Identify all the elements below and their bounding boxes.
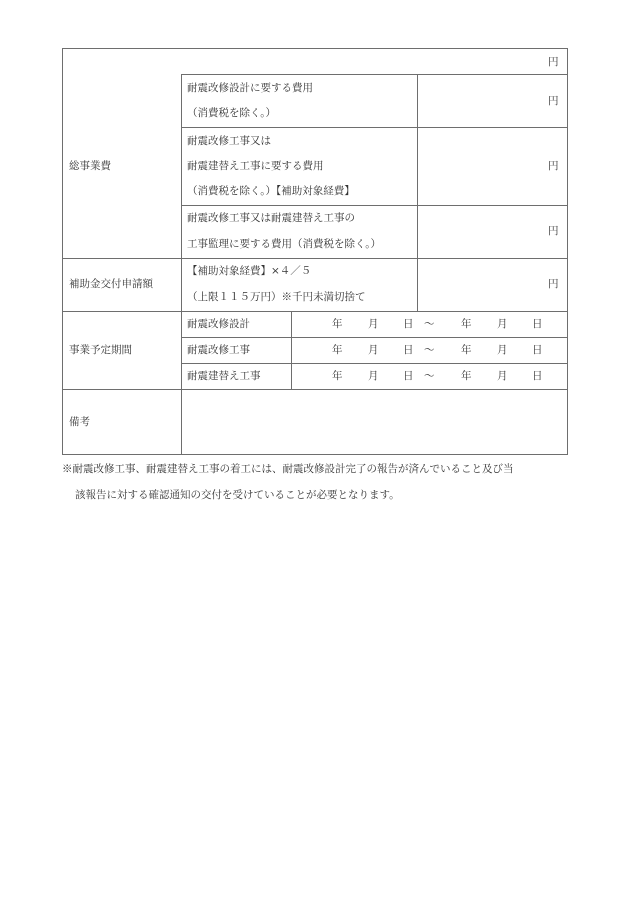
supervision-cost-amount-input[interactable]: 円 (548, 225, 559, 237)
remarks-label: 備考 (69, 416, 90, 428)
subsidy-formula-line2: （上限１１５万円）※千円未満切捨て (187, 291, 366, 303)
total-cost-label: 総事業費 (69, 160, 111, 172)
schedule-retrofit-start-month[interactable]: 月 (368, 344, 379, 356)
schedule-rebuild-start-month[interactable]: 月 (368, 370, 379, 382)
schedule-retrofit-start-day[interactable]: 日 (403, 344, 414, 356)
divider-value-col (417, 74, 418, 311)
schedule-design-separator: ～ (424, 318, 435, 330)
schedule-design-end-year[interactable]: 年 (461, 318, 472, 330)
schedule-rebuild-separator: ～ (424, 370, 435, 382)
schedule-design-start-month[interactable]: 月 (368, 318, 379, 330)
total-cost-amount-input[interactable]: 円 (548, 56, 559, 68)
construction-cost-label-line3: （消費税を除く。）【補助対象経費】 (187, 185, 355, 197)
schedule-design-end-day[interactable]: 日 (532, 318, 543, 330)
construction-cost-label-line2: 耐震建替え工事に要する費用 (187, 160, 324, 172)
construction-cost-amount-input[interactable]: 円 (548, 160, 559, 172)
design-cost-label-line2: （消費税を除く。） (187, 107, 277, 119)
design-cost-label-line1: 耐震改修設計に要する費用 (187, 82, 313, 94)
schedule-rebuild-start-year[interactable]: 年 (332, 370, 343, 382)
schedule-retrofit-label: 耐震改修工事 (187, 344, 250, 356)
schedule-rebuild-end-month[interactable]: 月 (497, 370, 508, 382)
schedule-design-end-month[interactable]: 月 (497, 318, 508, 330)
table-border-bottom (62, 454, 568, 455)
table-border-right (567, 48, 568, 455)
schedule-label: 事業予定期間 (69, 344, 132, 356)
supervision-cost-label-line1: 耐震改修工事又は耐震建替え工事の (187, 212, 355, 224)
row-divider-3 (181, 205, 568, 206)
schedule-rebuild-start-day[interactable]: 日 (403, 370, 414, 382)
row-divider-7 (181, 363, 568, 364)
schedule-retrofit-end-day[interactable]: 日 (532, 344, 543, 356)
schedule-rebuild-end-year[interactable]: 年 (461, 370, 472, 382)
schedule-design-label: 耐震改修設計 (187, 318, 250, 330)
row-divider-1 (181, 74, 568, 75)
row-divider-2 (181, 127, 568, 128)
supervision-cost-label-line2: 工事監理に要する費用（消費税を除く。） (187, 238, 382, 250)
footnote-line2: 該報告に対する確認通知の交付を受けていることが必要となります。 (75, 489, 400, 501)
footnote-line1: ※耐震改修工事、耐震建替え工事の着工には、耐震改修設計完了の報告が済んでいること及び当 (62, 463, 514, 475)
design-cost-amount-input[interactable]: 円 (548, 95, 559, 107)
subsidy-formula-line1: 【補助対象経費】×４／５ (187, 265, 312, 277)
row-divider-6 (181, 337, 568, 338)
schedule-retrofit-separator: ～ (424, 344, 435, 356)
schedule-rebuild-end-day[interactable]: 日 (532, 370, 543, 382)
schedule-retrofit-end-year[interactable]: 年 (461, 344, 472, 356)
subsidy-label: 補助金交付申請額 (69, 278, 153, 290)
schedule-rebuild-label: 耐震建替え工事 (187, 370, 261, 382)
construction-cost-label-line1: 耐震改修工事又は (187, 135, 271, 147)
table-border-top (62, 48, 568, 49)
divider-label-col-a (181, 74, 182, 258)
table-border-left (62, 48, 63, 455)
schedule-retrofit-end-month[interactable]: 月 (497, 344, 508, 356)
divider-schedule-col (291, 311, 292, 389)
remarks-field[interactable] (182, 390, 567, 454)
schedule-retrofit-start-year[interactable]: 年 (332, 344, 343, 356)
schedule-design-start-year[interactable]: 年 (332, 318, 343, 330)
row-divider-5 (62, 311, 568, 312)
schedule-design-start-day[interactable]: 日 (403, 318, 414, 330)
row-divider-4 (62, 258, 568, 259)
subsidy-amount-input[interactable]: 円 (548, 278, 559, 290)
